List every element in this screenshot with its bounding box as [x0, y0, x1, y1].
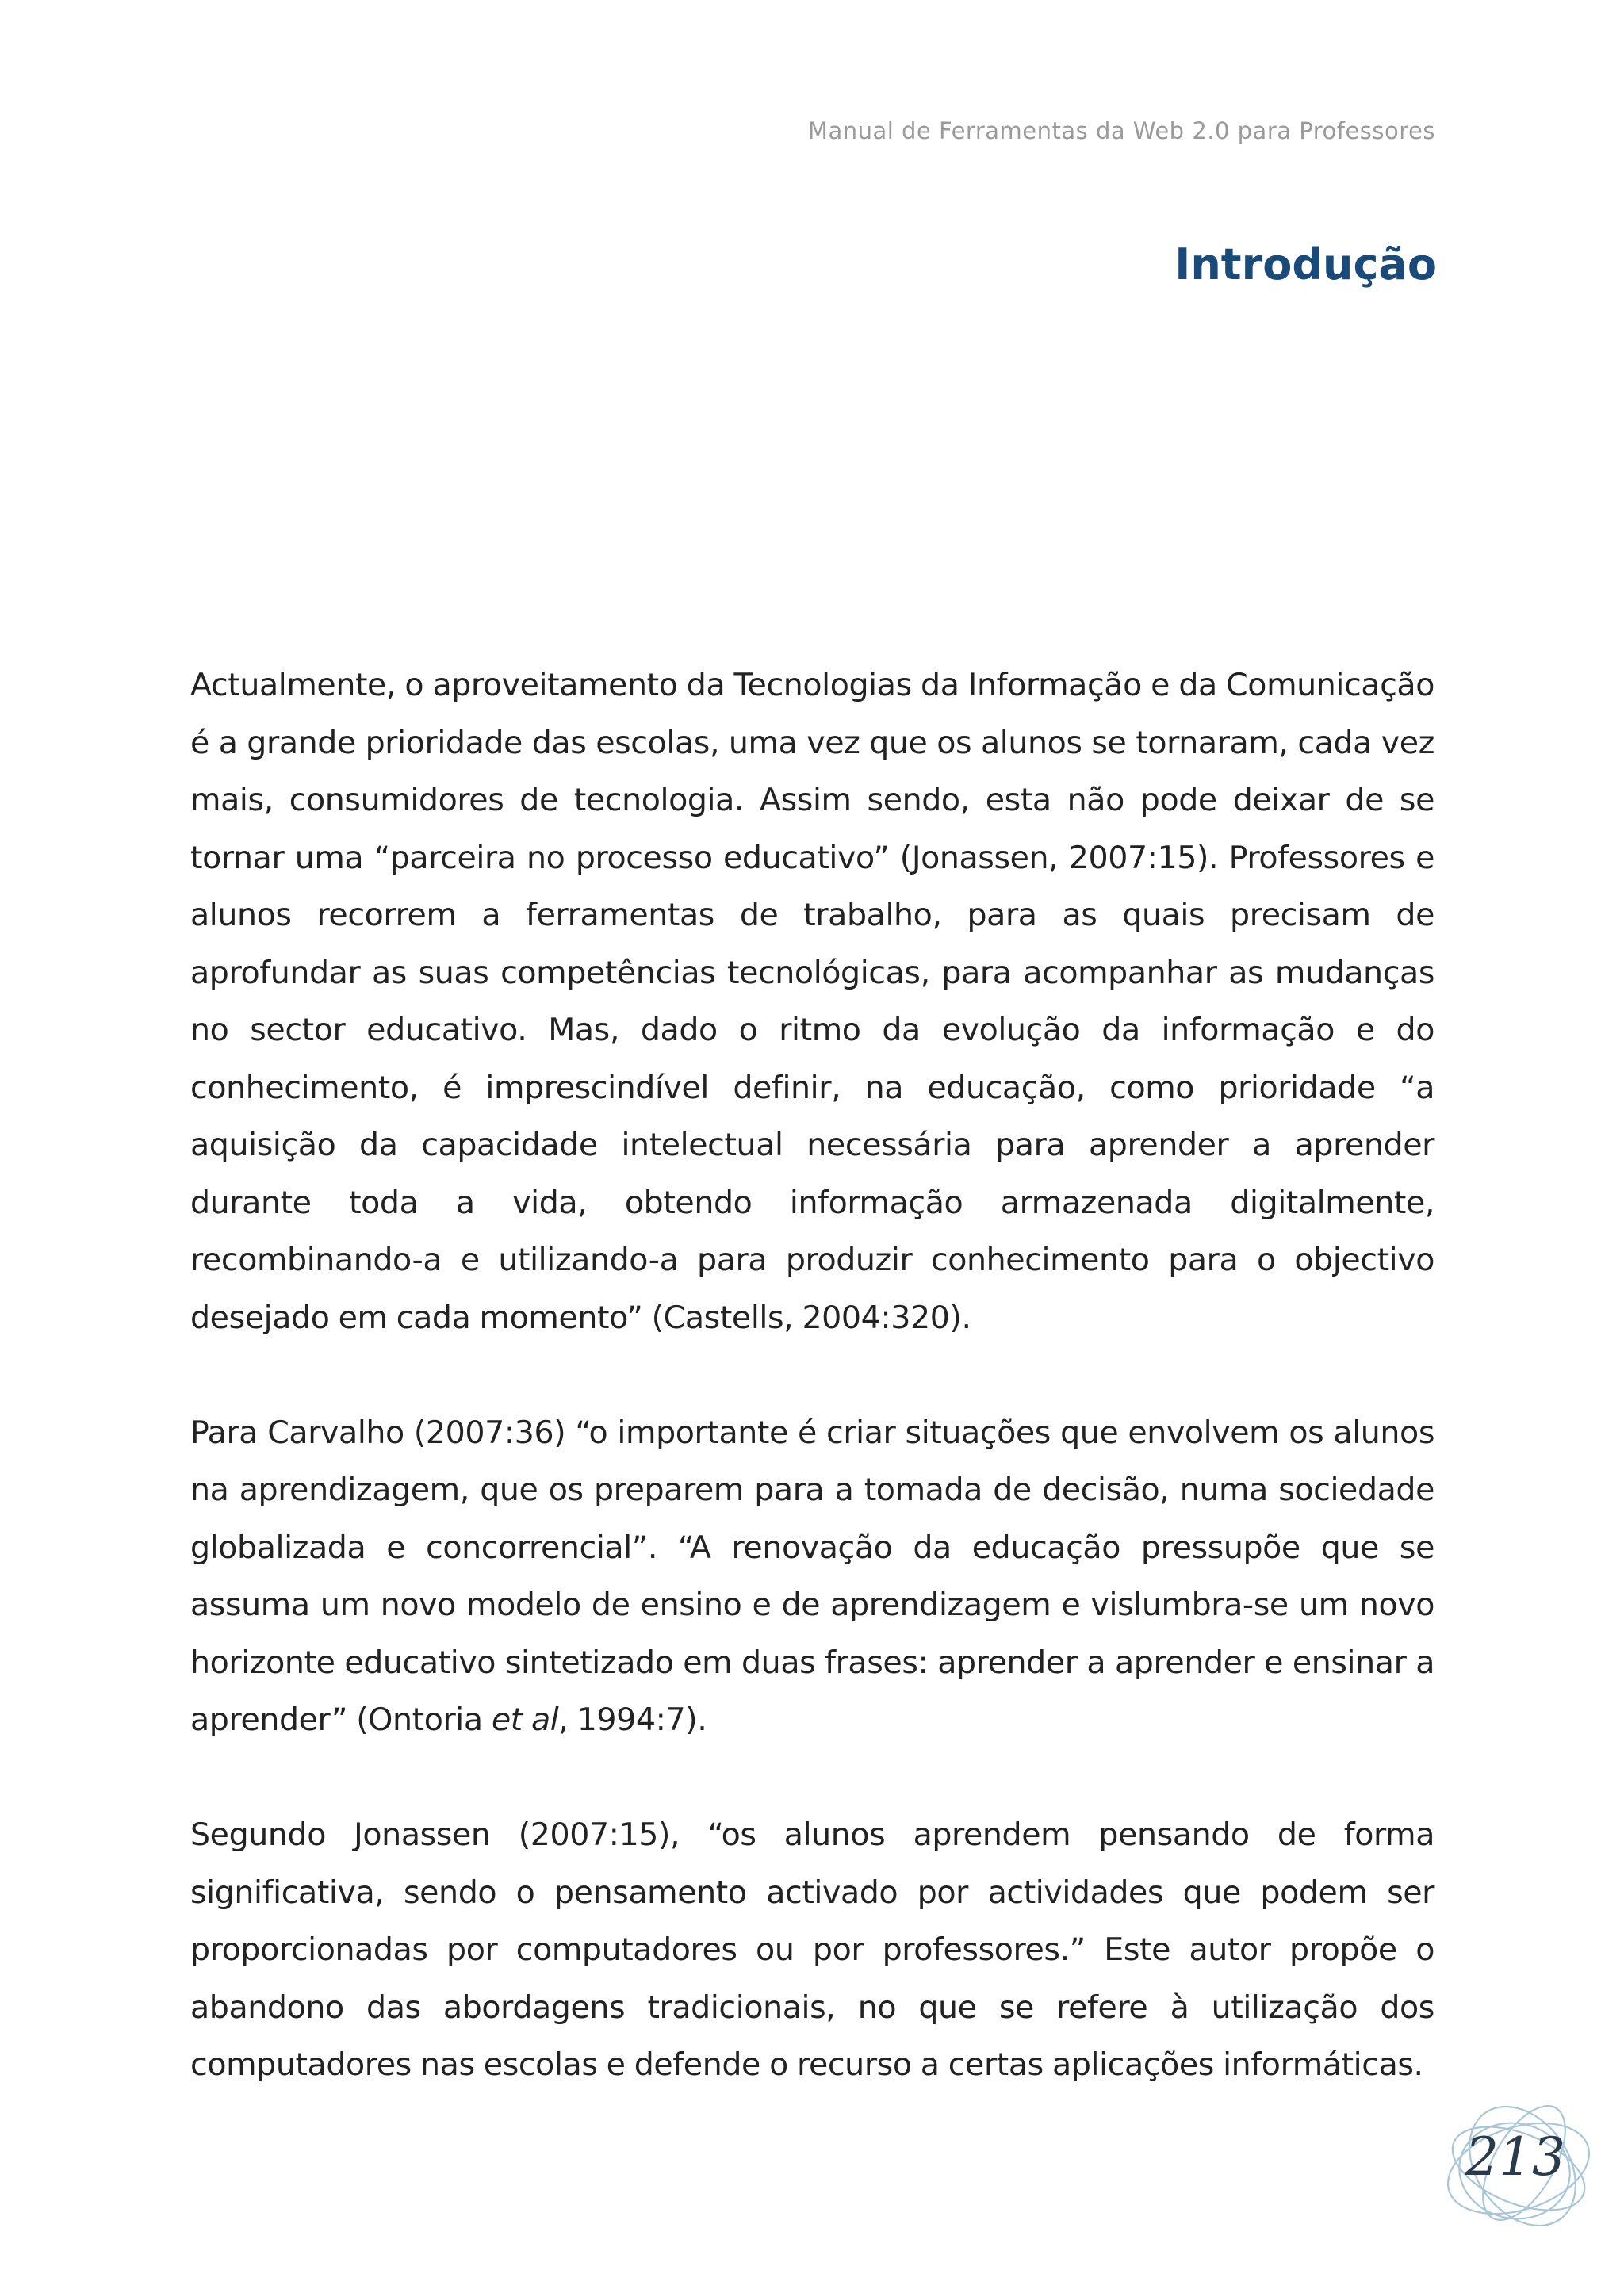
paragraph-2-text-a: Para Carvalho (2007:36) “o importante é criar situações que envolvem os alunos na aprendizagem, que os preparem para a tomada de decisão, numa sociedade globalizada e concorrencial”. “A renovação da educação pressupõe que se assuma um novo modelo de ensino e de aprendizagem e vislumbra-se um novo horizonte educativo sintetizado em duas frases: aprender a aprender e ensinar a aprender” (Ontoria	[190, 1414, 1434, 1738]
page-title: Introdução	[1174, 239, 1437, 289]
page-number-block	[1435, 2093, 1602, 2244]
paragraph-2-text-b: , 1994:7).	[558, 1702, 707, 1738]
page-number: 213	[1465, 2126, 1565, 2188]
body-text	[190, 657, 1434, 2094]
running-header: Manual de Ferramentas da Web 2.0 para Professores	[807, 117, 1435, 144]
paragraph-2	[190, 1404, 1434, 1749]
paragraph-3: Segundo Jonassen (2007:15), “os alunos aprendem pensando de forma significativa, sendo o pensamento activado por actividades que podem ser proporcionadas por computadores ou por professores.” Este autor propõe o abandono das abordagens tradicionais, no que se refere à utilização dos computadores nas escolas e defende o recurso a certas aplicações informáticas.	[190, 1816, 1434, 2083]
paragraph-2-italic: et al	[491, 1702, 559, 1738]
paragraph-1: Actualmente, o aproveitamento da Tecnologias da Informação e da Comunicação é a grande prioridade das escolas, uma vez que os alunos se tornaram, cada vez mais, consumidores de tecnologia. Assim sendo, esta não pode deixar de se tornar uma “parceira no processo educativo” (Jonassen, 2007:15). Professores e alunos recorrem a ferramentas de trabalho, para as quais precisam de aprofundar as suas competências tecnológicas, para acompanhar as mudanças no sector educativo. Mas, dado o ritmo da evolução da informação e do conhecimento, é imprescindível definir, na educação, como prioridade “a aquisição da capacidade intelectual necessária para aprender a aprender durante toda a vida, obtendo informação armazenada digitalmente, recombinando-a e utilizando-a para produzir conhecimento para o objectivo desejado em cada momento” (Castells, 2004:320).	[190, 667, 1434, 1336]
